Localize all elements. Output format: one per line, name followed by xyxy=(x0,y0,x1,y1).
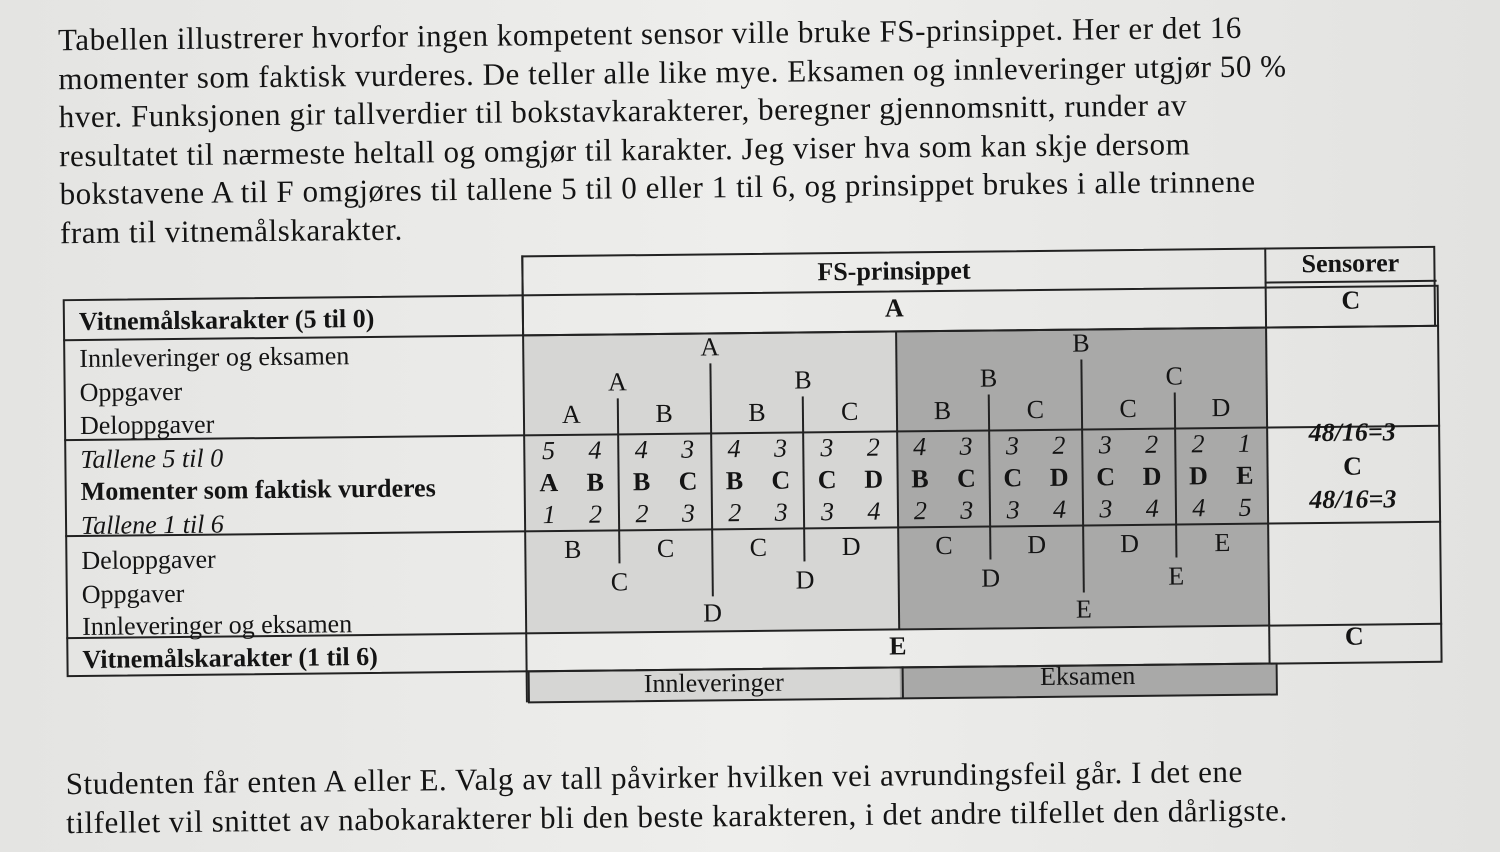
text-line: hver. Funksjonen gir tallverdier til bokstavkarakterer, beregner gjennomsnitt, runder av xyxy=(58,87,1188,135)
moment-grade: D xyxy=(1049,462,1069,492)
number-1-to-6: 3 xyxy=(1006,495,1020,525)
number-5-to-0: 2 xyxy=(1145,429,1159,459)
sensor-result-bottom: C xyxy=(1344,621,1364,651)
number-1-to-6: 5 xyxy=(1238,492,1252,522)
number-1-to-6: 1 xyxy=(542,500,556,530)
upper-level1-grade: A xyxy=(700,332,720,362)
label-oppgaver-lower: Oppgaver xyxy=(81,578,185,610)
row-label-vitnemal-5-0: Vitnemålskarakter (5 til 0) xyxy=(78,303,375,337)
text-line: tilfellet vil snittet av nabokarakterer bli den beste karakteren, i det andre tilfellet den dårligste. xyxy=(65,791,1288,840)
lower-level3-grade: D xyxy=(1027,529,1047,560)
moment-grade: B xyxy=(586,467,605,497)
number-1-to-6: 2 xyxy=(728,498,742,528)
text-line: momenter som faktisk vurderes. De teller alle like mye. Eksamen og innleveringer utgjør 50 % xyxy=(58,47,1287,96)
header-fs-prinsippet: FS-prinsippet xyxy=(817,255,971,287)
sensor-moment-grade: C xyxy=(1342,451,1363,481)
number-1-to-6: 2 xyxy=(913,496,928,526)
lower-level3-grade: E xyxy=(1214,527,1231,558)
lower-level3-grade: C xyxy=(935,530,953,561)
lower-level3-grade: C xyxy=(749,532,768,563)
label-oppgaver: Oppgaver xyxy=(79,376,183,408)
number-5-to-0: 3 xyxy=(1098,430,1112,460)
moment-grade: C xyxy=(1096,462,1116,492)
upper-level2-grade: A xyxy=(607,367,627,397)
number-5-to-0: 4 xyxy=(727,434,741,464)
moment-grade: C xyxy=(678,466,698,496)
upper-level3-grade: C xyxy=(840,396,859,427)
upper-level2-grade: B xyxy=(979,363,998,393)
number-5-to-0: 3 xyxy=(820,433,834,463)
number-5-to-0: 4 xyxy=(634,435,648,465)
upper-level2-grade: C xyxy=(1165,361,1183,391)
number-1-to-6: 3 xyxy=(820,497,835,527)
lower-level2-grade: D xyxy=(795,565,815,595)
moment-grade: D xyxy=(1188,461,1208,491)
number-5-to-0: 4 xyxy=(913,432,927,462)
number-5-to-0: 3 xyxy=(681,434,695,464)
text-line: Studenten får enten A eller E. Valg av tall påvirker hvilken vei avrundingsfeil går. I det ene xyxy=(65,753,1243,802)
outro-paragraph xyxy=(66,752,1288,842)
label-tallene-1-til-6: Tallene 1 til 6 xyxy=(80,509,224,541)
moment-grade: D xyxy=(864,464,884,494)
lower-level2-grade: D xyxy=(981,563,1001,593)
footer-innleveringer: Innleveringer xyxy=(643,667,784,699)
lower-level3-grade: D xyxy=(841,531,861,562)
moment-grade: C xyxy=(1003,463,1023,493)
lower-level3-grade: B xyxy=(563,534,582,564)
moment-grade: B xyxy=(911,464,929,494)
label-deloppgaver-lower: Deloppgaver xyxy=(81,544,216,576)
text-line: resultatet til nærmeste heltall og omgjør til karakter. Jeg viser hva som kan skje dersom xyxy=(59,125,1191,173)
number-1-to-6: 3 xyxy=(681,498,696,528)
number-1-to-6: 4 xyxy=(1052,494,1067,524)
lower-level3-grade: C xyxy=(656,533,675,563)
label-innleveringer-og-eksamen-lower: Innleveringer og eksamen xyxy=(81,609,353,642)
number-1-to-6: 4 xyxy=(1145,493,1159,523)
lower-level2-grade: C xyxy=(610,567,629,597)
label-deloppgaver: Deloppgaver xyxy=(79,409,215,441)
number-5-to-0: 5 xyxy=(541,436,556,466)
moment-grade: E xyxy=(1235,460,1254,490)
label-innleveringer-og-eksamen: Innleveringer og eksamen xyxy=(79,341,350,374)
number-1-to-6: 4 xyxy=(867,496,881,526)
upper-level3-grade: B xyxy=(748,397,766,428)
sensor-sum-5-0: 48/16=3 xyxy=(1308,417,1396,448)
intro-paragraph xyxy=(58,8,1289,252)
number-5-to-0: 3 xyxy=(1005,431,1020,461)
fs-result-top: A xyxy=(884,293,904,323)
number-1-to-6: 3 xyxy=(960,495,974,525)
header-sensorer: Sensorer xyxy=(1301,248,1400,279)
number-1-to-6: 4 xyxy=(1192,493,1206,523)
fs-result-bottom: E xyxy=(889,631,907,661)
moment-grade: D xyxy=(1142,461,1162,491)
moment-grade: C xyxy=(956,463,976,493)
number-5-to-0: 3 xyxy=(959,431,973,461)
number-5-to-0: 2 xyxy=(1052,430,1066,460)
lower-level2-grade: E xyxy=(1168,561,1185,591)
lower-level1-grade: E xyxy=(1075,594,1092,624)
upper-level3-grade: C xyxy=(1026,394,1045,425)
number-5-to-0: 1 xyxy=(1237,428,1252,458)
text-line: bokstavene A til F omgjøres til tallene 5 til 0 eller 1 til 6, og prinsippet brukes i alle trinnene xyxy=(59,163,1256,212)
lower-level1-grade: D xyxy=(703,598,723,628)
number-5-to-0: 4 xyxy=(588,435,602,465)
moment-grade: A xyxy=(539,468,559,498)
number-1-to-6: 2 xyxy=(635,499,649,529)
upper-level3-grade: A xyxy=(561,399,581,429)
upper-level3-grade: B xyxy=(933,395,952,426)
moment-grade: C xyxy=(817,465,837,495)
number-1-to-6: 3 xyxy=(1099,494,1113,524)
text-line: Tabellen illustrerer hvorfor ingen kompetent sensor ville bruke FS-prinsippet. Her er det 16 xyxy=(57,9,1243,58)
number-5-to-0: 3 xyxy=(773,433,788,463)
upper-level3-grade: D xyxy=(1211,392,1231,423)
upper-level2-grade: B xyxy=(794,365,812,395)
upper-level3-grade: C xyxy=(1119,393,1137,424)
upper-level3-grade: B xyxy=(655,398,673,428)
label-tallene-5-til-0: Tallene 5 til 0 xyxy=(80,443,224,475)
footer-eksamen: Eksamen xyxy=(1039,660,1136,691)
number-5-to-0: 2 xyxy=(866,432,880,462)
row-label-vitnemal-1-6: Vitnemålskarakter (1 til 6) xyxy=(82,641,378,675)
sensor-result-top: C xyxy=(1341,285,1361,315)
upper-level1-grade: B xyxy=(1072,328,1090,358)
moment-grade: B xyxy=(725,466,744,496)
label-momenter: Momenter som faktisk vurderes xyxy=(80,473,436,507)
number-1-to-6: 3 xyxy=(774,497,788,527)
number-5-to-0: 2 xyxy=(1191,429,1205,459)
text-line: fram til vitnemålskarakter. xyxy=(59,211,403,250)
moment-grade: B xyxy=(632,467,651,497)
sensor-sum-1-6: 48/16=3 xyxy=(1309,484,1397,515)
moment-grade: C xyxy=(771,465,791,495)
number-1-to-6: 2 xyxy=(588,499,603,529)
lower-level3-grade: D xyxy=(1119,528,1140,559)
